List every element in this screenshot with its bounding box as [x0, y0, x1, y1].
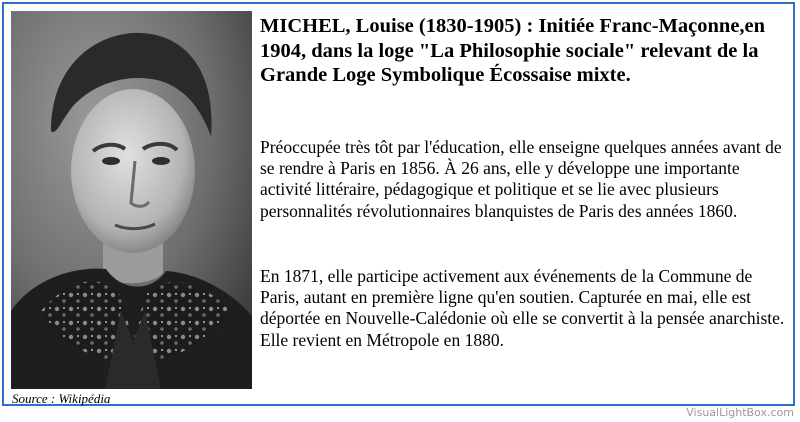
portrait-photo — [11, 11, 252, 389]
photo-source-caption: Source : Wikipédia — [12, 391, 111, 406]
content-frame — [2, 2, 795, 406]
article-heading: MICHEL, Louise (1830-1905) : Initiée Franc-Maçonne,en 1904, dans la loge "La Philosophie sociale" relevant de la Grande Loge Symbolique Écossaise mixte. — [260, 15, 766, 86]
article-paragraph-education: Préoccupée très tôt par l'éducation, elle enseigne quelques années avant de se rendre à Paris en 1856. À 26 ans, elle y développe une importante activité littéraire, pédagogique et politique et se lie avec plusieurs personnalités révolutionnaires blanquistes de Paris des années 1860. — [260, 137, 782, 221]
article-paragraph-commune: En 1871, elle participe activement aux événements de la Commune de Paris, autant en première ligne qu'en soutien. Capturée en mai, elle est déportée en Nouvelle-Calédonie où elle se convertit à la pensée anarchiste. Elle revient en Métropole en 1880. — [260, 266, 785, 350]
watermark-text: VisualLightBox.com — [686, 406, 794, 419]
